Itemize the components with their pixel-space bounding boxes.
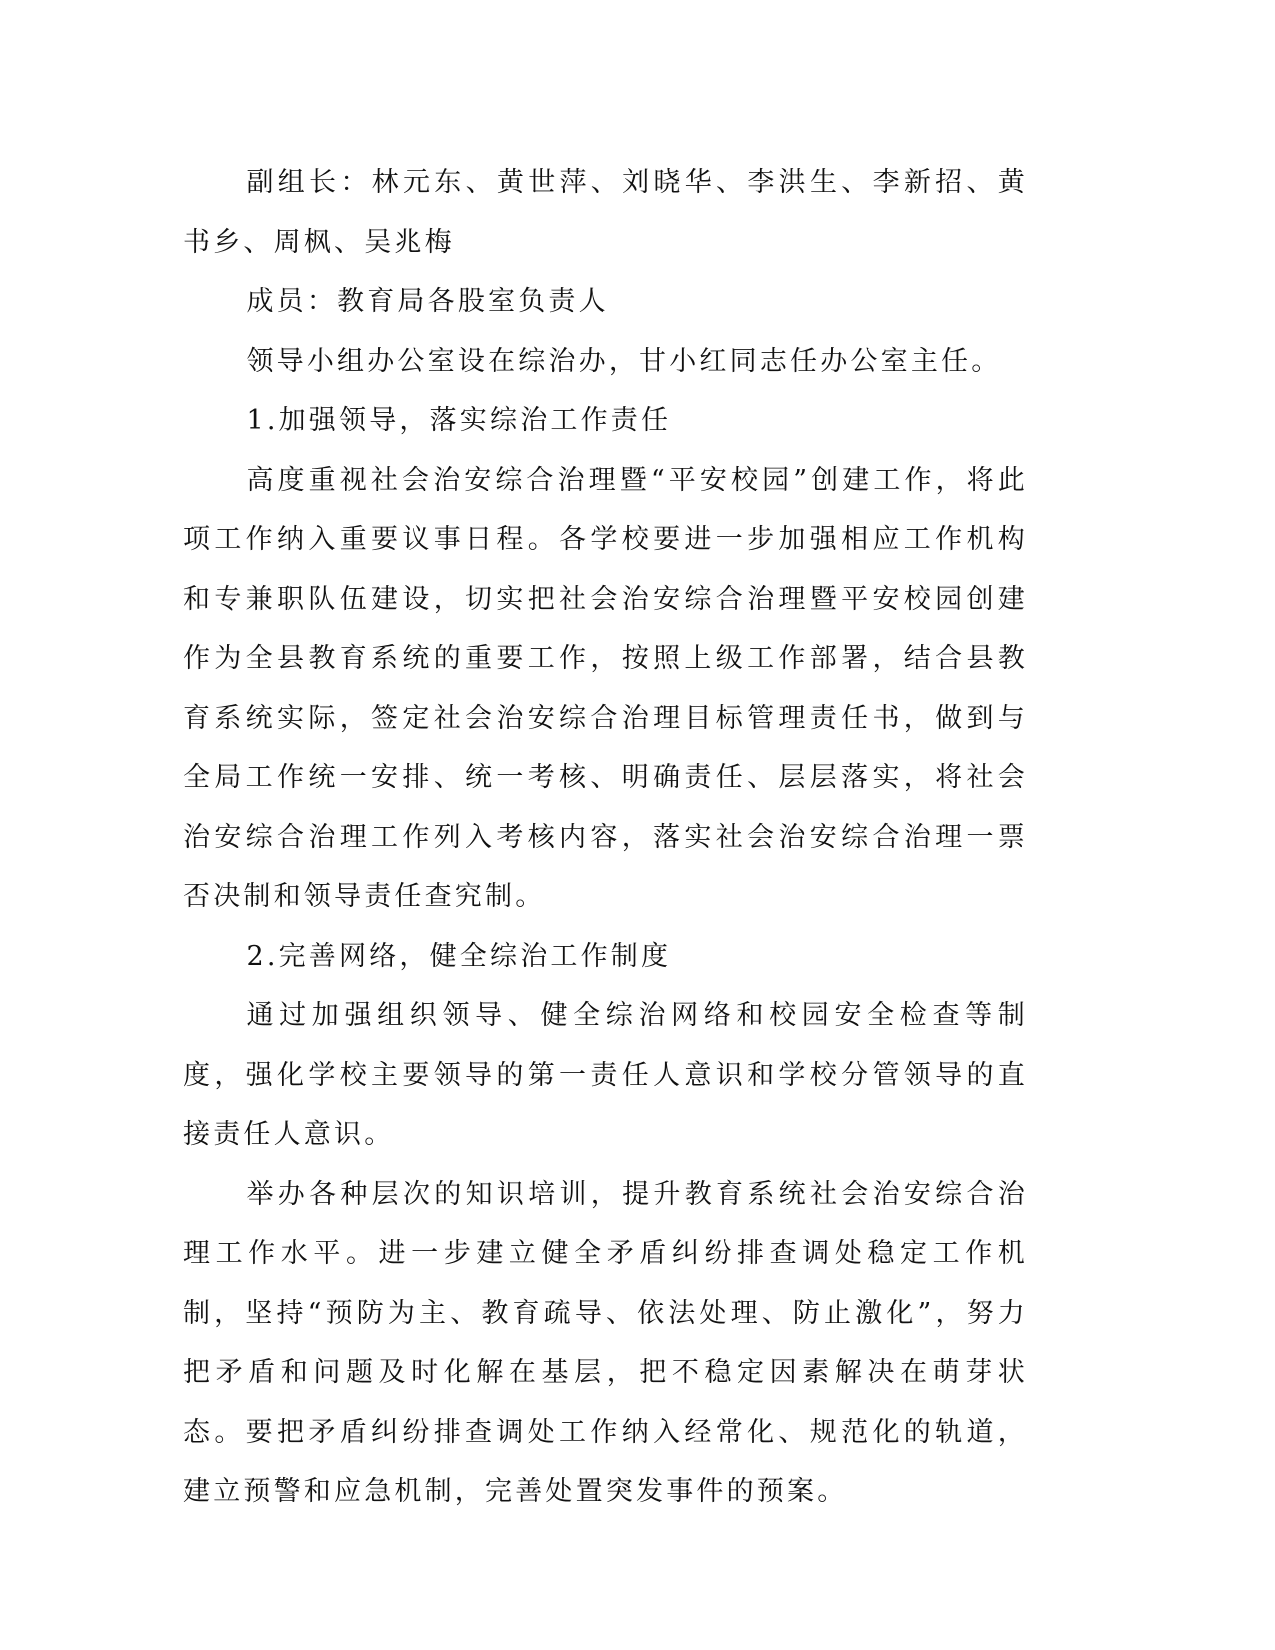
document-body [183, 153, 1028, 1522]
paragraph-section-1-body: 高度重视社会治安综合治理暨“平安校园”创建工作，将此项工作纳入重要议事日程。各学校要进一步加强相应工作机构和专兼职队伍建设，切实把社会治安综合治理暨平安校园创建作为全县教育系统的重要工作，按照上级工作部署，结合县教育系统实际，签定社会治安综合治理目标管理责任书，做到与全局工作统一安排、统一考核、明确责任、层层落实，将社会治安综合治理工作列入考核内容，落实社会治安综合治理一票否决制和领导责任查究制。 [183, 464, 1028, 912]
paragraph-deputy-leaders: 副组长：林元东、黄世萍、刘晓华、李洪生、李新招、黄书乡、周枫、吴兆梅 [183, 167, 1028, 258]
paragraph-office: 领导小组办公室设在综治办，甘小红同志任办公室主任。 [246, 345, 1002, 377]
paragraph-training: 举办各种层次的知识培训，提升教育系统社会治安综合治理工作水平。进一步建立健全矛盾纠纷排查调处稳定工作机制，坚持“预防为主、教育疏导、依法处理、防止激化”，努力把矛盾和问题及时化解在基层，把不稳定因素解决在萌芽状态。要把矛盾纠纷排查调处工作纳入经常化、规范化的轨道，建立预警和应急机制，完善处置突发事件的预案。 [183, 1178, 1028, 1507]
section-heading-2: 2.完善网络，健全综治工作制度 [246, 940, 672, 972]
paragraph-section-2-body: 通过加强组织领导、健全综治网络和校园安全检查等制度，强化学校主要领导的第一责任人意识和学校分管领导的直接责任人意识。 [183, 1000, 1028, 1150]
paragraph-members: 成员：教育局各股室负责人 [246, 286, 609, 317]
section-heading-1: 1.加强领导，落实综治工作责任 [246, 405, 672, 436]
